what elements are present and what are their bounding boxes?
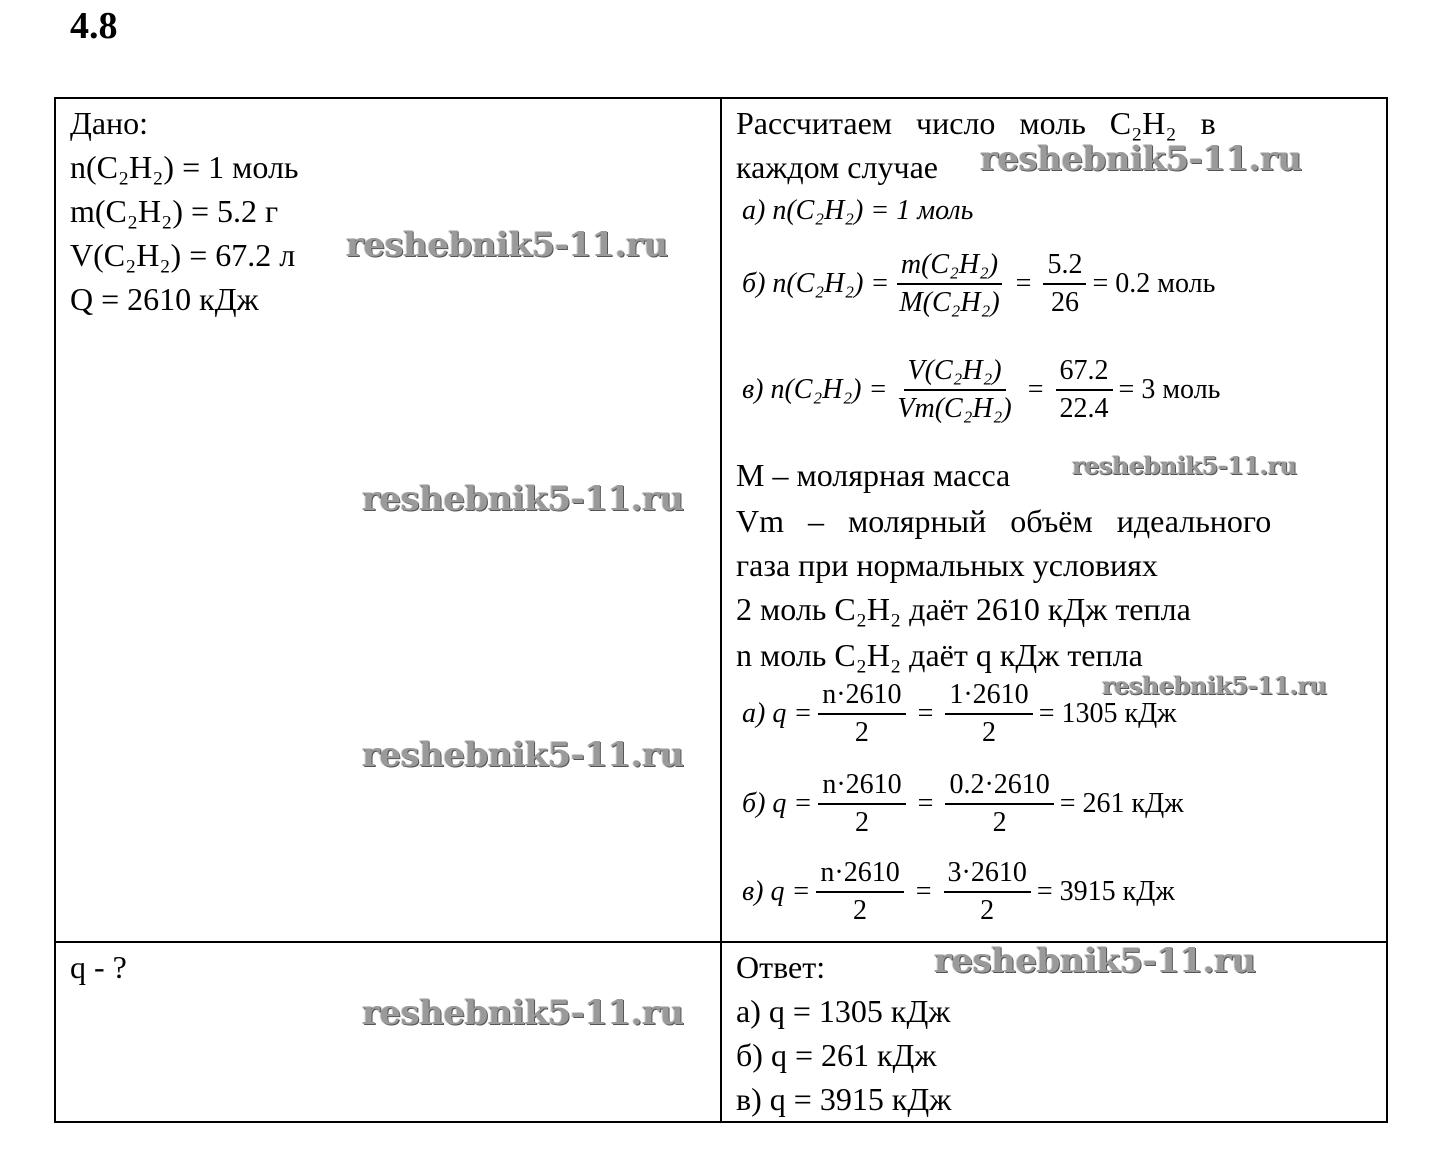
eq-lhs: n(C₂H₂) = (772, 268, 890, 299)
given-cell (55, 98, 721, 942)
eq-result: = 261 кДж (1059, 788, 1184, 819)
equals-sign: = (915, 876, 932, 907)
fraction-numerator: 1·2610 (945, 679, 1032, 715)
watermark: reshebnik5-11.ru (362, 479, 684, 519)
eq-lhs: q = (770, 876, 811, 907)
solution-table (54, 97, 1388, 1123)
find-text: q - ? (70, 949, 127, 985)
eq-prefix: б) (742, 788, 766, 819)
fraction (818, 769, 905, 839)
fraction-numerator: n·2610 (818, 769, 905, 805)
answer-cell (721, 942, 1387, 1122)
answer-v: в) q = 3915 кДж (736, 1081, 952, 1117)
fraction-numerator: 0.2·2610 (945, 769, 1053, 805)
fraction-numerator: 67.2 (1056, 355, 1113, 391)
fraction (945, 679, 1032, 749)
fraction-numerator: 3·2610 (944, 857, 1031, 893)
q-equation-a (742, 679, 1177, 749)
equation-b (742, 249, 1215, 319)
watermark: reshebnik5-11.ru (980, 139, 1302, 179)
fraction-denominator: 2 (853, 895, 868, 926)
fraction-numerator: n·2610 (816, 857, 903, 893)
eq-prefix: а) (742, 698, 766, 729)
watermark: reshebnik5-11.ru (362, 735, 684, 775)
fraction-numerator: V(C₂H₂) (904, 355, 1006, 391)
equals-sign: = (1027, 374, 1044, 405)
watermark: reshebnik5-11.ru (934, 941, 1256, 981)
find-cell (55, 942, 721, 1122)
vm-line-2: газа при нормальных условиях (736, 547, 1158, 583)
eq-prefix: в) (742, 374, 764, 405)
fraction-denominator: 22.4 (1059, 393, 1109, 424)
watermark: reshebnik5-11.ru (346, 225, 668, 265)
equals-sign: = (917, 788, 934, 819)
given-m: m(C₂H₂) = 5.2 г (70, 193, 279, 229)
eq-result: = 3915 кДж (1036, 876, 1175, 907)
fraction-denominator: 2 (854, 807, 869, 838)
fraction (893, 355, 1015, 425)
fraction (944, 857, 1031, 927)
q-equation-b (742, 769, 1184, 839)
eq-prefix: а) (742, 195, 766, 226)
fraction (816, 857, 903, 927)
eq-result: = 0.2 моль (1092, 268, 1216, 299)
eq-lhs: n(C₂H₂) = (770, 374, 888, 405)
q-equation-v (742, 857, 1175, 927)
given-n: n(C₂H₂) = 1 моль (70, 149, 299, 185)
fraction (1056, 355, 1113, 425)
fraction-denominator: Vm(C₂H₂) (897, 393, 1012, 424)
eq-result: = 1305 кДж (1038, 698, 1177, 729)
task-number: 4.8 (70, 5, 118, 47)
answer-title: Ответ: (736, 949, 826, 985)
given-q: Q = 2610 кДж (70, 281, 259, 317)
eq-body: n(C₂H₂) = 1 моль (772, 195, 974, 226)
molar-mass-line: M – молярная масса (736, 457, 1011, 493)
fraction-numerator: 5.2 (1043, 249, 1086, 285)
solution-intro-1: Рассчитаем число моль C₂H₂ в (736, 105, 1216, 141)
eq-lhs: q = (772, 788, 813, 819)
watermark: reshebnik5-11.ru (362, 993, 684, 1033)
fraction-numerator: m(C₂H₂) (897, 249, 1002, 285)
eq-lhs: q = (772, 698, 813, 729)
fraction (945, 769, 1053, 839)
fraction-denominator: 2 (980, 895, 995, 926)
answer-a: а) q = 1305 кДж (736, 993, 951, 1029)
solution-cell (721, 98, 1387, 942)
given-v: V(C₂H₂) = 67.2 л (70, 237, 296, 273)
fraction-denominator: 2 (982, 717, 997, 748)
vm-line-1: Vm – молярный объём идеального (736, 503, 1272, 539)
watermark: reshebnik5-11.ru (1102, 671, 1327, 700)
heat-line-1: 2 моль C₂H₂ даёт 2610 кДж тепла (736, 591, 1191, 627)
equals-sign: = (917, 698, 934, 729)
fraction-denominator: M(C₂H₂) (899, 287, 1000, 318)
fraction-numerator: n·2610 (818, 679, 905, 715)
fraction-denominator: 26 (1050, 287, 1079, 318)
fraction-denominator: 2 (854, 717, 869, 748)
equals-sign: = (1015, 268, 1032, 299)
fraction (1043, 249, 1086, 319)
fraction (818, 679, 905, 749)
answer-b: б) q = 261 кДж (736, 1037, 937, 1073)
fraction-denominator: 2 (992, 807, 1007, 838)
eq-prefix: б) (742, 268, 766, 299)
equation-a (742, 195, 973, 227)
eq-result: = 3 моль (1118, 374, 1221, 405)
given-title: Дано: (70, 105, 149, 141)
solution-intro-2: каждом случае (736, 149, 938, 185)
equation-v (742, 355, 1220, 425)
heat-line-2: n моль C₂H₂ даёт q кДж тепла (736, 637, 1143, 673)
eq-prefix: в) (742, 876, 764, 907)
fraction (895, 249, 1003, 319)
watermark: reshebnik5-11.ru (1072, 451, 1297, 480)
